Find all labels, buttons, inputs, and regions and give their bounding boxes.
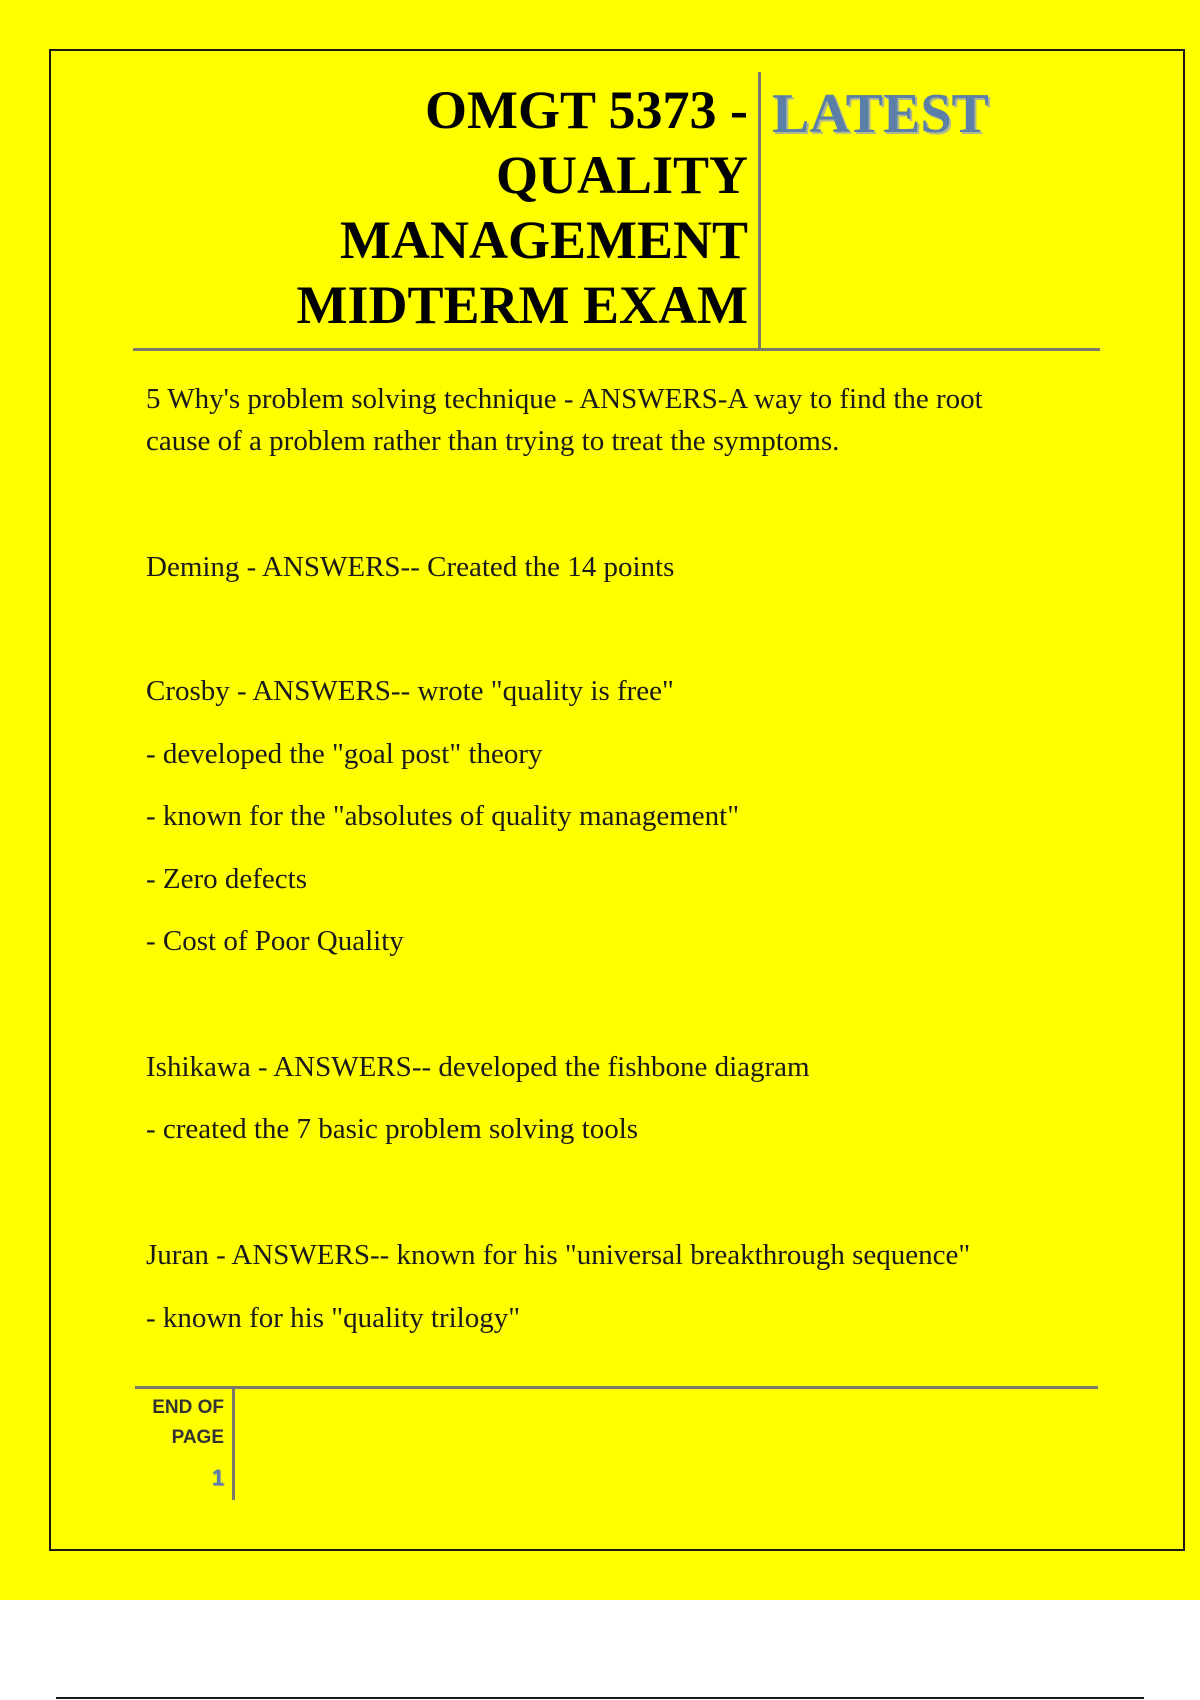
header-rule: [133, 348, 1100, 351]
title-line-2: QUALITY: [495, 145, 748, 205]
entry-ishikawa-line-1: Ishikawa - ANSWERS-- developed the fishbone diagram: [146, 1051, 810, 1083]
entry-crosby-line-4: - Zero defects: [146, 863, 308, 895]
title-divider: [758, 72, 761, 350]
entry-crosby-line-5: - Cost of Poor Quality: [146, 925, 404, 957]
page-number: 1: [211, 1465, 224, 1490]
document-title: [200, 78, 748, 338]
title-line-4: MIDTERM EXAM: [296, 275, 748, 335]
footer-rule: [135, 1386, 1098, 1389]
entry-juran-line-2: - known for his "quality trilogy": [146, 1302, 521, 1334]
end-of-page-label-line-2: PAGE: [171, 1427, 224, 1448]
entry-deming-line-1: Deming - ANSWERS-- Created the 14 points: [146, 551, 675, 583]
entry-5-whys-line-2: cause of a problem rather than trying to treat the symptoms.: [146, 425, 840, 457]
latest-tag: LATEST: [772, 83, 989, 145]
bottom-rule: [56, 1697, 1144, 1699]
title-line-3: MANAGEMENT: [340, 210, 748, 270]
entry-5-whys-line-1: 5 Why's problem solving technique - ANSWERS-A way to find the root: [146, 383, 983, 415]
entry-ishikawa-line-2: - created the 7 basic problem solving tools: [146, 1113, 639, 1145]
footer-divider: [232, 1388, 235, 1500]
title-line-1: OMGT 5373 -: [425, 80, 748, 140]
entry-crosby-line-3: - known for the "absolutes of quality management": [146, 800, 740, 832]
end-of-page-label: [130, 1393, 224, 1453]
entry-crosby-line-2: - developed the "goal post" theory: [146, 738, 543, 770]
entry-juran-line-1: Juran - ANSWERS-- known for his "universal breakthrough sequence": [146, 1239, 971, 1271]
end-of-page-label-line-1: END OF: [152, 1397, 224, 1418]
entry-crosby-line-1: Crosby - ANSWERS-- wrote "quality is free": [146, 675, 674, 707]
